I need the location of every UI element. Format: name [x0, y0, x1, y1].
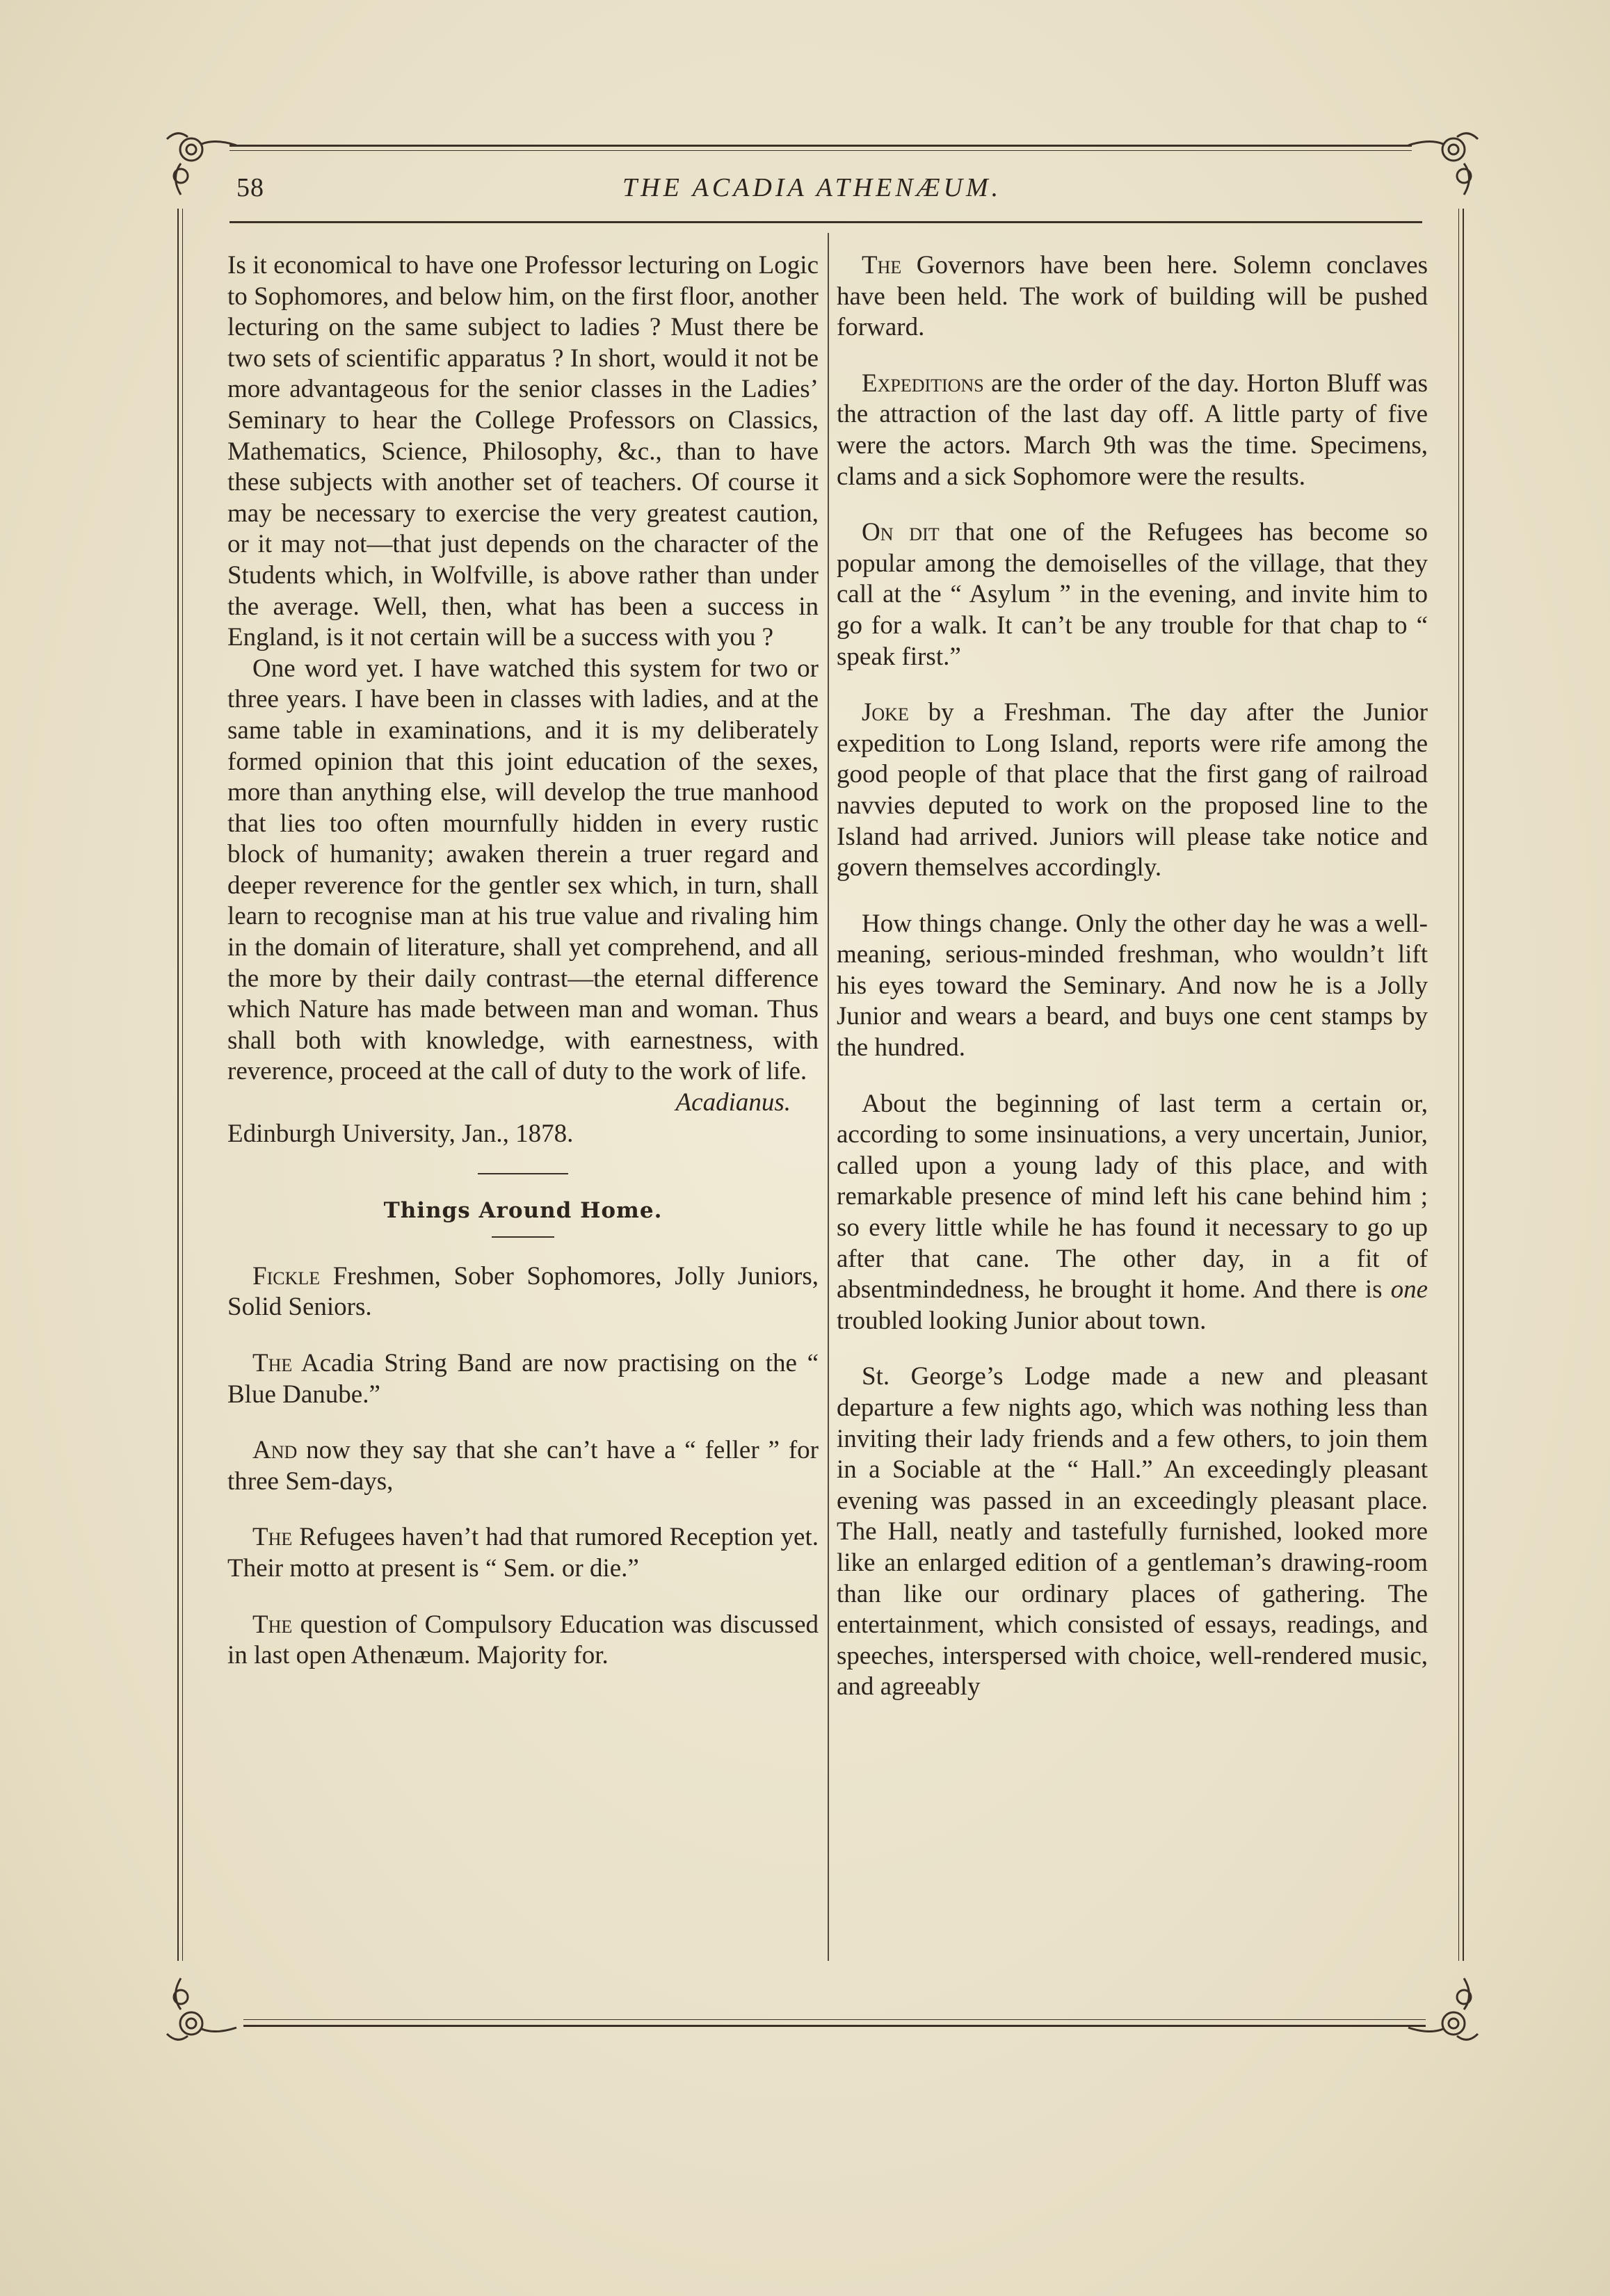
frame-bottom-rule-inner — [243, 2025, 1426, 2027]
signature: Acadianus. — [675, 1088, 791, 1117]
news-item: On dit that one of the Refugees has become so popular among the demoiselles of the village, that they call at the “ Asylum ” in the evening, and invite him to go for a walk. It can’t be any trouble for that chap to “ speak first.” — [837, 518, 1428, 671]
frame-right-rule — [1463, 209, 1464, 1961]
frame-top-rule — [230, 145, 1412, 147]
paragraph: Is it economical to have one Professor lecturing on Logic to Sophomores, and below him, on the first floor, another lecturing on the same subject to ladies ? Must there be two sets of scientific apparatus ? In short, would it not be more advantageous for the senior classes in the Ladies’ Seminary to hear the College Professors on Classics, Mathematics, Science, Philosophy, &c., than to have these subjects with another set of teachers. Of course it may be necessary to exercise the very greatest caution, or it may not—that just depends on the character of the Students which, in Wolfville, is above rather than under the average. Well, then, what has been a success in England, is it not certain will be a success with you ? — [227, 251, 819, 652]
section-divider — [478, 1173, 568, 1174]
frame-left-rule — [177, 209, 179, 1961]
corner-ornament-bottom-right — [1401, 1968, 1485, 2044]
running-head — [236, 172, 1419, 214]
news-item: The question of Compulsory Education was discussed in last open Athenæum. Majority for. — [227, 1610, 819, 1670]
news-item: St. George’s Lodge made a new and pleasant departure a few nights ago, which was nothing less than inviting their lady friends and a few others, to join them in a Sociable at the “ Hall.” An exceedingly pleasant evening was passed in an exceedingly pleasant place. The Hall, neatly and tastefully furnished, looked more like an enlarged edition of a gentleman’s drawing-room than like our ordinary places of gathering. The entertainment, which consisted of essays, readings, and speeches, interspersed with choice, well-rendered music, and agreeably — [837, 1362, 1428, 1701]
left-column — [227, 250, 819, 1672]
journal-title: THE ACADIA ATHENÆUM. — [622, 173, 1002, 202]
frame-right-rule-inner — [1458, 209, 1459, 1961]
news-item: The Acadia String Band are now practising on the “ Blue Danube.” — [227, 1349, 819, 1409]
frame-left-rule-inner — [182, 209, 183, 1961]
section-divider-small — [492, 1236, 554, 1238]
frame-top-rule-inner — [230, 150, 1412, 151]
dateline: Edinburgh University, Jan., 1878. — [227, 1119, 574, 1148]
frame-bottom-rule — [243, 2019, 1426, 2020]
news-item: About the beginning of last term a certain or, according to some insinuations, a very uncertain, Junior, called upon a young lady of this place, and with remarkable presence of mind left his cane behind him ; so every little while he has found it necessary to go up after that cane. The other day, in a fit of absentmindedness, he brought it home. And there is one troubled looking Junior about town. — [837, 1089, 1428, 1335]
news-item: Joke by a Freshman. The day after the Junior expedition to Long Island, reports were rife among the good people of that place that the first gang of railroad navvies deputed to work on the proposed line to the Island had arrived. Juniors will please take notice and govern themselves accordingly. — [837, 698, 1428, 882]
news-item: And now they say that she can’t have a “ feller ” for three Sem-days, — [227, 1436, 819, 1496]
paragraph: One word yet. I have watched this system for two or three years. I have been in classes with ladies, and at the same table in examinations, and it is my deliberately formed opinion that this joint education of the sexes, more than anything else, will develop the true manhood that lies too often mournfully hidden in every rustic block of humanity; awaken therein a truer regard and deeper reverence for the gentler sex which, in turn, shall learn to recognise man at his true value and rivaling him in the domain of literature, shall yet comprehend, and all the more by their daily contrast—the eternal difference which Nature has made between man and woman. Thus shall both with knowledge, with earnestness, with reverence, proceed at the call of duty to the work of life. — [227, 654, 819, 1086]
news-item: How things change. Only the other day he was a well-meaning, serious-minded freshman, who wouldn’t lift his eyes toward the Seminary. And now he is a Jolly Junior and wears a beard, and buys one cent stamps by the hundred. — [837, 909, 1428, 1062]
news-item: Fickle Freshmen, Sober Sophomores, Jolly Juniors, Solid Seniors. — [227, 1261, 819, 1322]
page-number: 58 — [236, 173, 264, 202]
corner-ornament-bottom-left — [160, 1968, 243, 2044]
corner-ornament-top-left — [160, 129, 243, 205]
news-item: The Refugees haven’t had that rumored Reception yet. Their motto at present is “ Sem. or die.” — [227, 1523, 819, 1583]
header-rule — [230, 221, 1422, 223]
news-item: The Governors have been here. Solemn conclaves have been held. The work of building will be pushed forward. — [837, 251, 1428, 342]
right-column — [837, 250, 1428, 1703]
section-heading: Things Around Home. — [383, 1198, 663, 1224]
column-divider — [828, 233, 829, 1961]
news-item: Expeditions are the order of the day. Horton Bluff was the attraction of the last day off. A little party of five were the actors. March 9th was the time. Specimens, clams and a sick Sophomore were the results. — [837, 369, 1428, 491]
